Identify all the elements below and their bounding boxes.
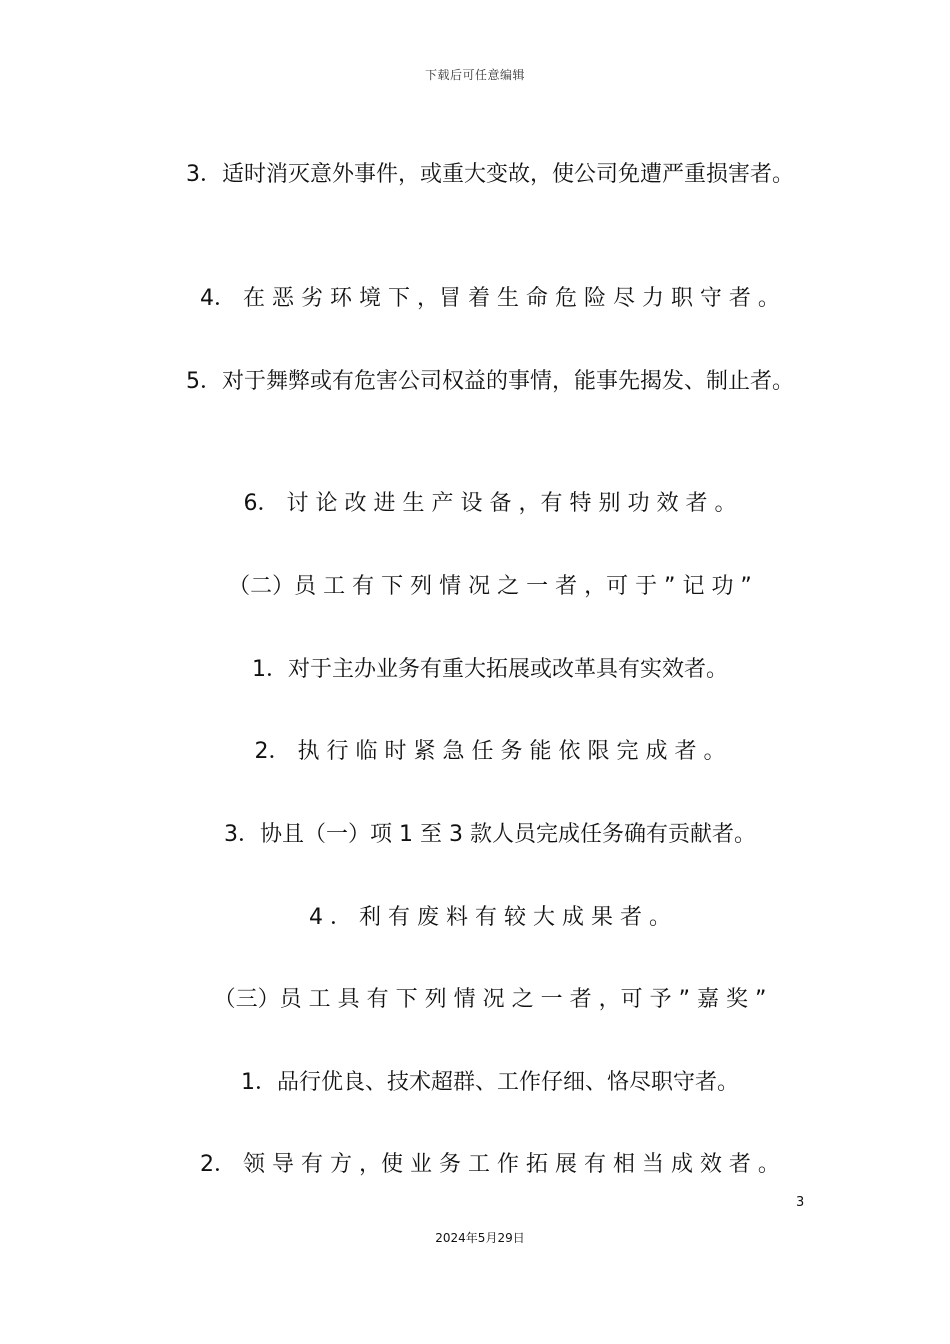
page-number: 3 — [796, 1195, 805, 1210]
body-line-4: 6． 讨 论 改 进 生 产 设 备 ，有 特 别 功 效 者 。 — [243, 491, 737, 516]
header-note: 下载后可任意编辑 — [424, 68, 525, 82]
body-line-9: 4 ． 利 有 废 料 有 较 大 成 果 者 。 — [309, 905, 671, 930]
body-line-1: 3．适时消灭意外事件，或重大变故，使公司免遭严重损害者。 — [186, 162, 794, 187]
body-line-8: 3．协且（一）项 1 至 3 款人员完成任务确有贡献者。 — [224, 822, 756, 847]
body-line-5: （二）员 工 有 下 列 情 况 之 一 者 ，可 于 ” 记 功 ” — [228, 574, 752, 599]
body-line-7: 2． 执 行 临 时 紧 急 任 务 能 依 限 完 成 者 。 — [254, 739, 726, 764]
body-line-2: 4． 在 恶 劣 环 境 下 ，冒 着 生 命 危 险 尽 力 职 守 者 。 — [200, 286, 780, 311]
body-line-6: 1．对于主办业务有重大拓展或改革具有实效者。 — [252, 657, 728, 682]
body-line-11: 1．品行优良、技术超群、工作仔细、恪尽职守者。 — [241, 1070, 739, 1095]
body-line-12: 2． 领 导 有 方 ，使 业 务 工 作 拓 展 有 相 当 成 效 者 。 — [200, 1152, 780, 1177]
body-line-3: 5．对于舞弊或有危害公司权益的事情，能事先揭发、制止者。 — [186, 369, 794, 394]
body-line-10: （三）员 工 具 有 下 列 情 况 之 一 者 ，可 予 ” 嘉 奖 ” — [213, 987, 767, 1012]
footer-date: 2024年5月29日 — [435, 1231, 525, 1245]
